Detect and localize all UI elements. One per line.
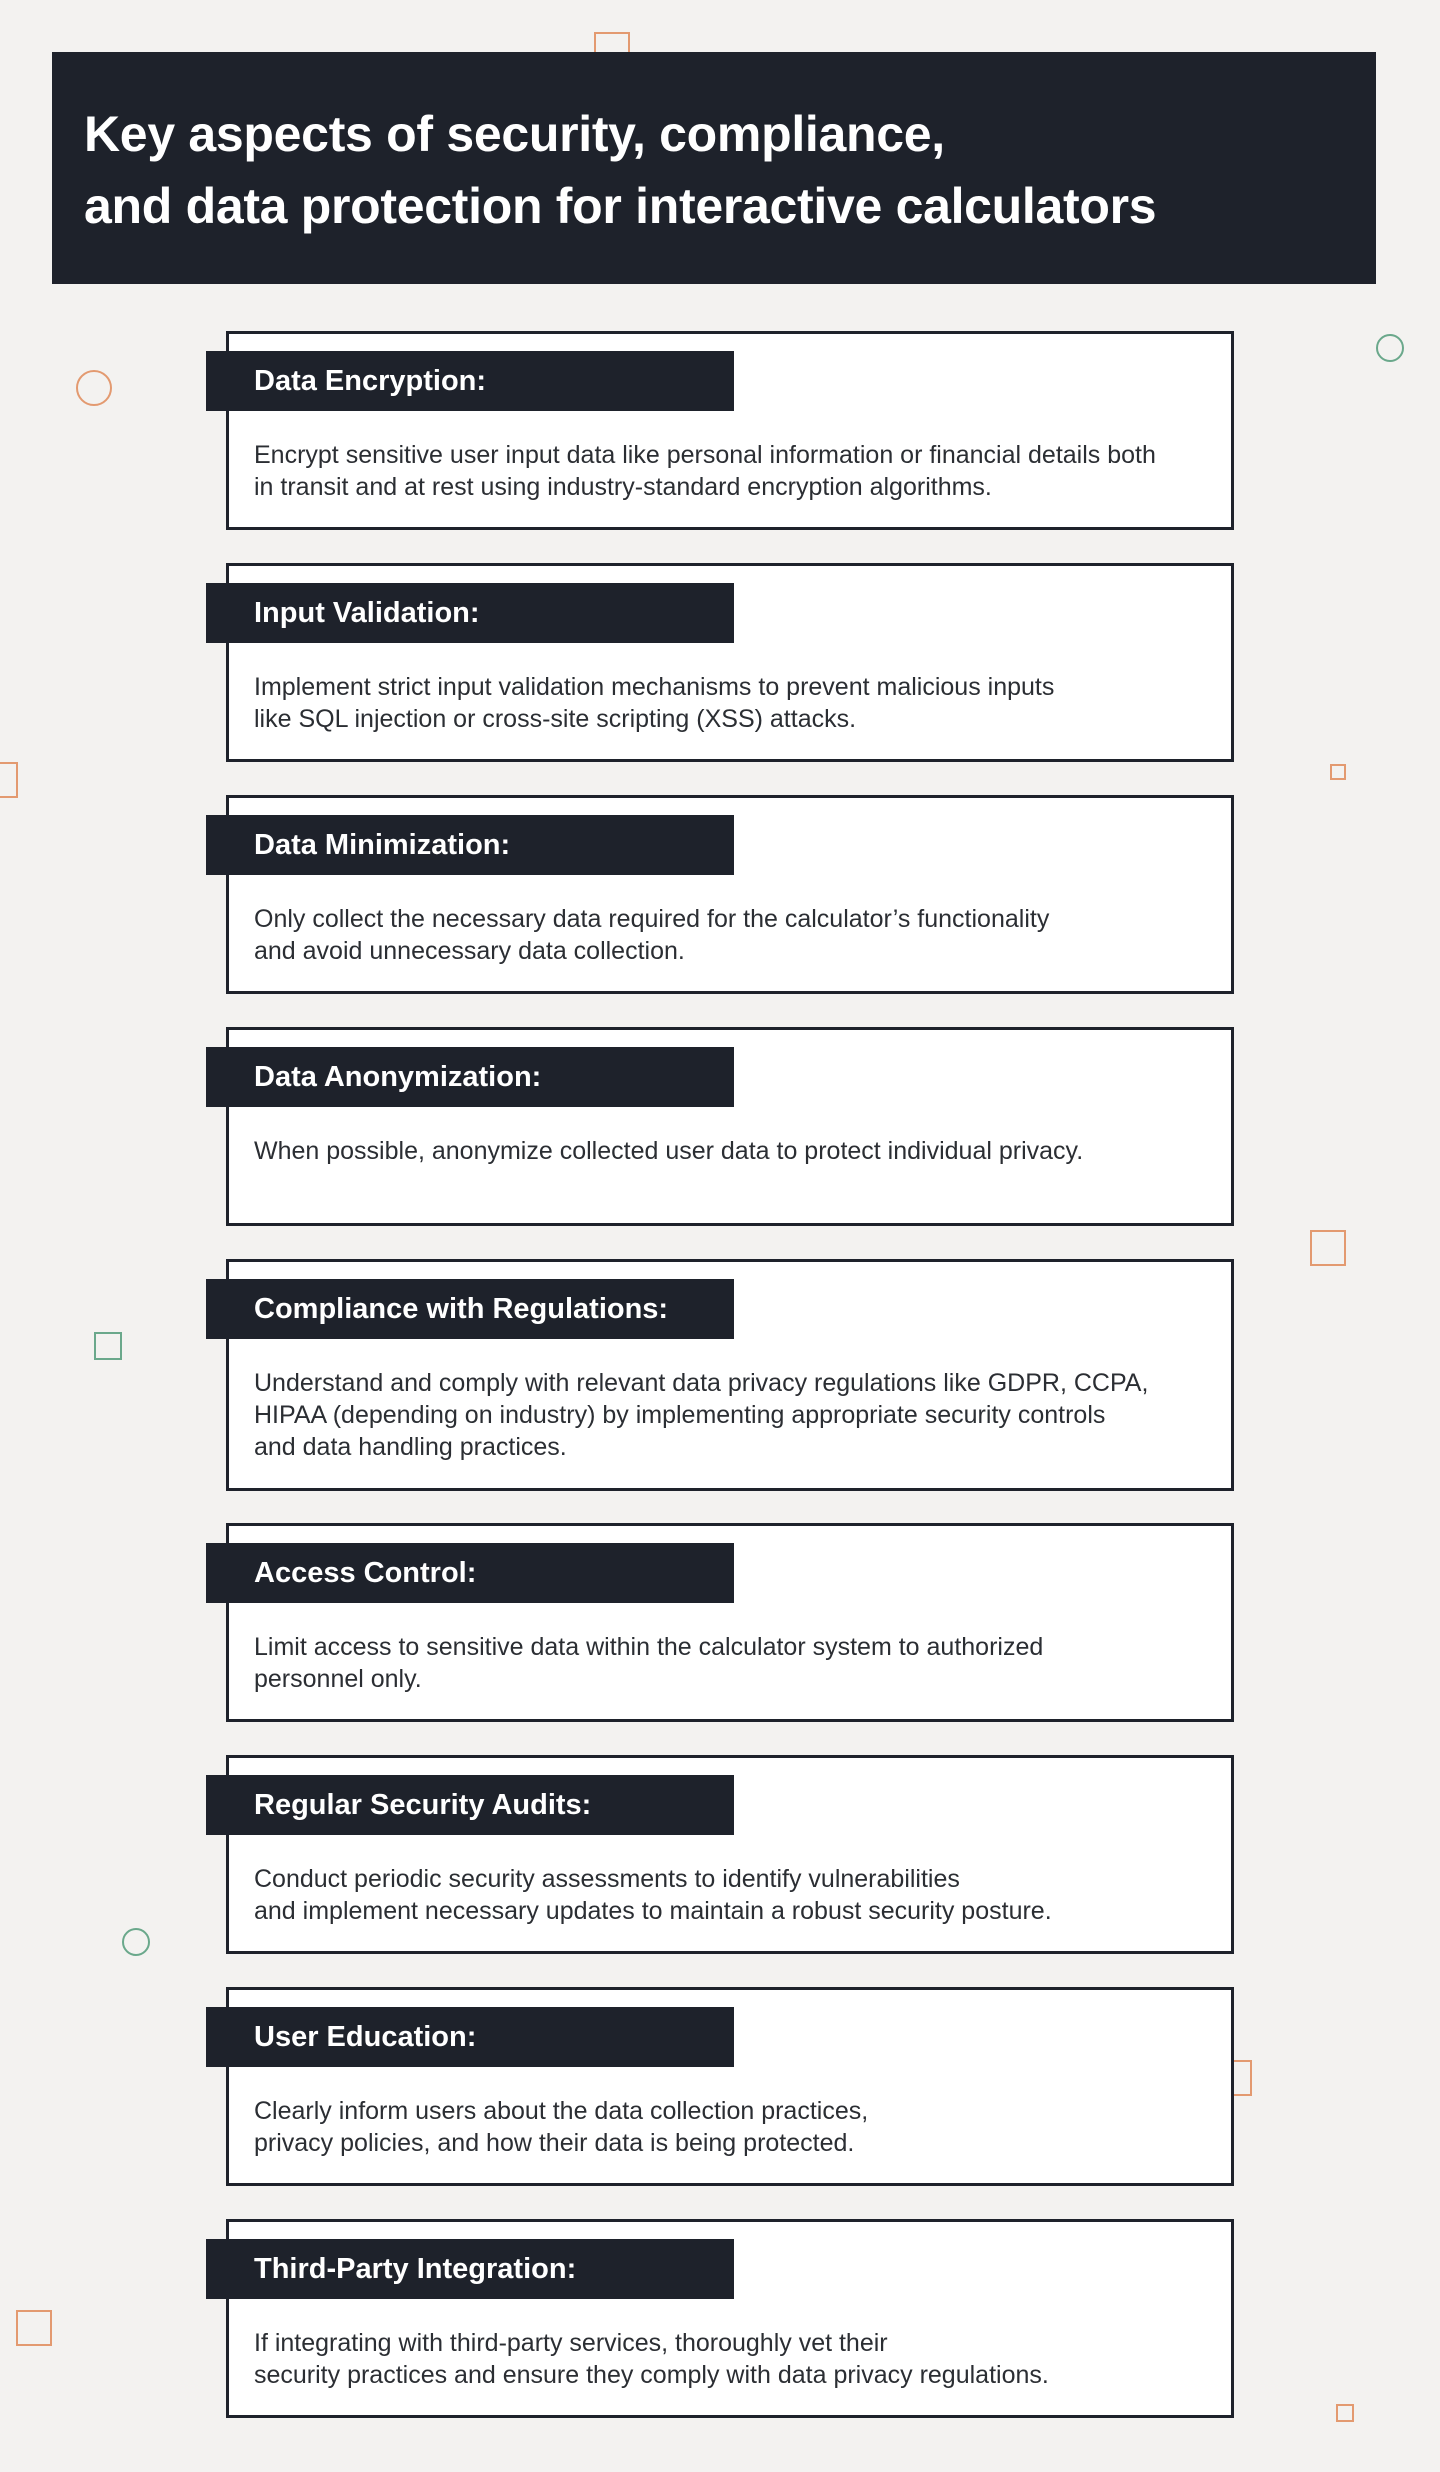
card-title: Data Minimization: (206, 815, 734, 875)
card-description-line: HIPAA (depending on industry) by implementing appropriate security controls (254, 1401, 1106, 1429)
decorative-square-icon (1336, 2404, 1354, 2422)
decorative-circle-icon (76, 370, 112, 406)
card-description-line: and data handling practices. (254, 1433, 567, 1461)
card-description-line: Clearly inform users about the data collection practices, (254, 2097, 869, 2125)
card-description-line: When possible, anonymize collected user data to protect individual privacy. (254, 1137, 1084, 1165)
card-description-line: Implement strict input validation mechanisms to prevent malicious inputs (254, 673, 1055, 701)
card-description (254, 1631, 1214, 1695)
card-description-line: and implement necessary updates to maintain a robust security posture. (254, 1897, 1052, 1925)
card-description (254, 903, 1214, 967)
card-description-line: If integrating with third-party services, thoroughly vet their (254, 2329, 888, 2357)
card-title: Data Anonymization: (206, 1047, 734, 1107)
card-description-line: Limit access to sensitive data within the calculator system to authorized (254, 1633, 1044, 1661)
card-description-line: Encrypt sensitive user input data like personal information or financial details both (254, 441, 1156, 469)
card-data-anonymization (226, 1027, 1234, 1226)
card-description (254, 671, 1214, 735)
decorative-circle-icon (1376, 334, 1404, 362)
decorative-circle-icon (122, 1928, 150, 1956)
decorative-square-icon (1310, 1230, 1346, 1266)
page-header (52, 52, 1376, 284)
card-description-line: security practices and ensure they comply with data privacy regulations. (254, 2361, 1049, 2389)
card-title: Data Encryption: (206, 351, 734, 411)
decorative-square-icon (94, 1332, 122, 1360)
card-description (254, 439, 1214, 503)
card-third-party-integration (226, 2219, 1234, 2418)
card-description (254, 2327, 1214, 2391)
page-title-line-2: and data protection for interactive calculators (84, 178, 1157, 234)
card-description (254, 1863, 1214, 1927)
decorative-square-icon (16, 2310, 52, 2346)
card-title: Input Validation: (206, 583, 734, 643)
card-title: User Education: (206, 2007, 734, 2067)
card-description-line: Understand and comply with relevant data privacy regulations like GDPR, CCPA, (254, 1369, 1149, 1397)
card-title: Regular Security Audits: (206, 1775, 734, 1835)
card-regular-security-audits (226, 1755, 1234, 1954)
card-description (254, 1367, 1214, 1463)
card-title: Compliance with Regulations: (206, 1279, 734, 1339)
card-compliance-with-regulations (226, 1259, 1234, 1491)
card-access-control (226, 1523, 1234, 1722)
card-description (254, 1135, 1214, 1167)
card-description-line: and avoid unnecessary data collection. (254, 937, 685, 965)
decorative-square-icon (1232, 2060, 1252, 2096)
card-description-line: in transit and at rest using industry-standard encryption algorithms. (254, 473, 992, 501)
decorative-square-icon (1330, 764, 1346, 780)
card-description-line: Conduct periodic security assessments to identify vulnerabilities (254, 1865, 960, 1893)
card-data-encryption (226, 331, 1234, 530)
card-input-validation (226, 563, 1234, 762)
card-title: Third-Party Integration: (206, 2239, 734, 2299)
card-description (254, 2095, 1214, 2159)
card-description-line: Only collect the necessary data required for the calculator’s functionality (254, 905, 1050, 933)
card-description-line: privacy policies, and how their data is being protected. (254, 2129, 855, 2157)
page-title-line-1: Key aspects of security, compliance, (84, 106, 945, 162)
decorative-square-icon (0, 762, 18, 798)
page-title (84, 98, 1376, 242)
card-data-minimization (226, 795, 1234, 994)
card-description-line: personnel only. (254, 1665, 422, 1693)
card-description-line: like SQL injection or cross-site scripting (XSS) attacks. (254, 705, 857, 733)
card-user-education (226, 1987, 1234, 2186)
card-title: Access Control: (206, 1543, 734, 1603)
